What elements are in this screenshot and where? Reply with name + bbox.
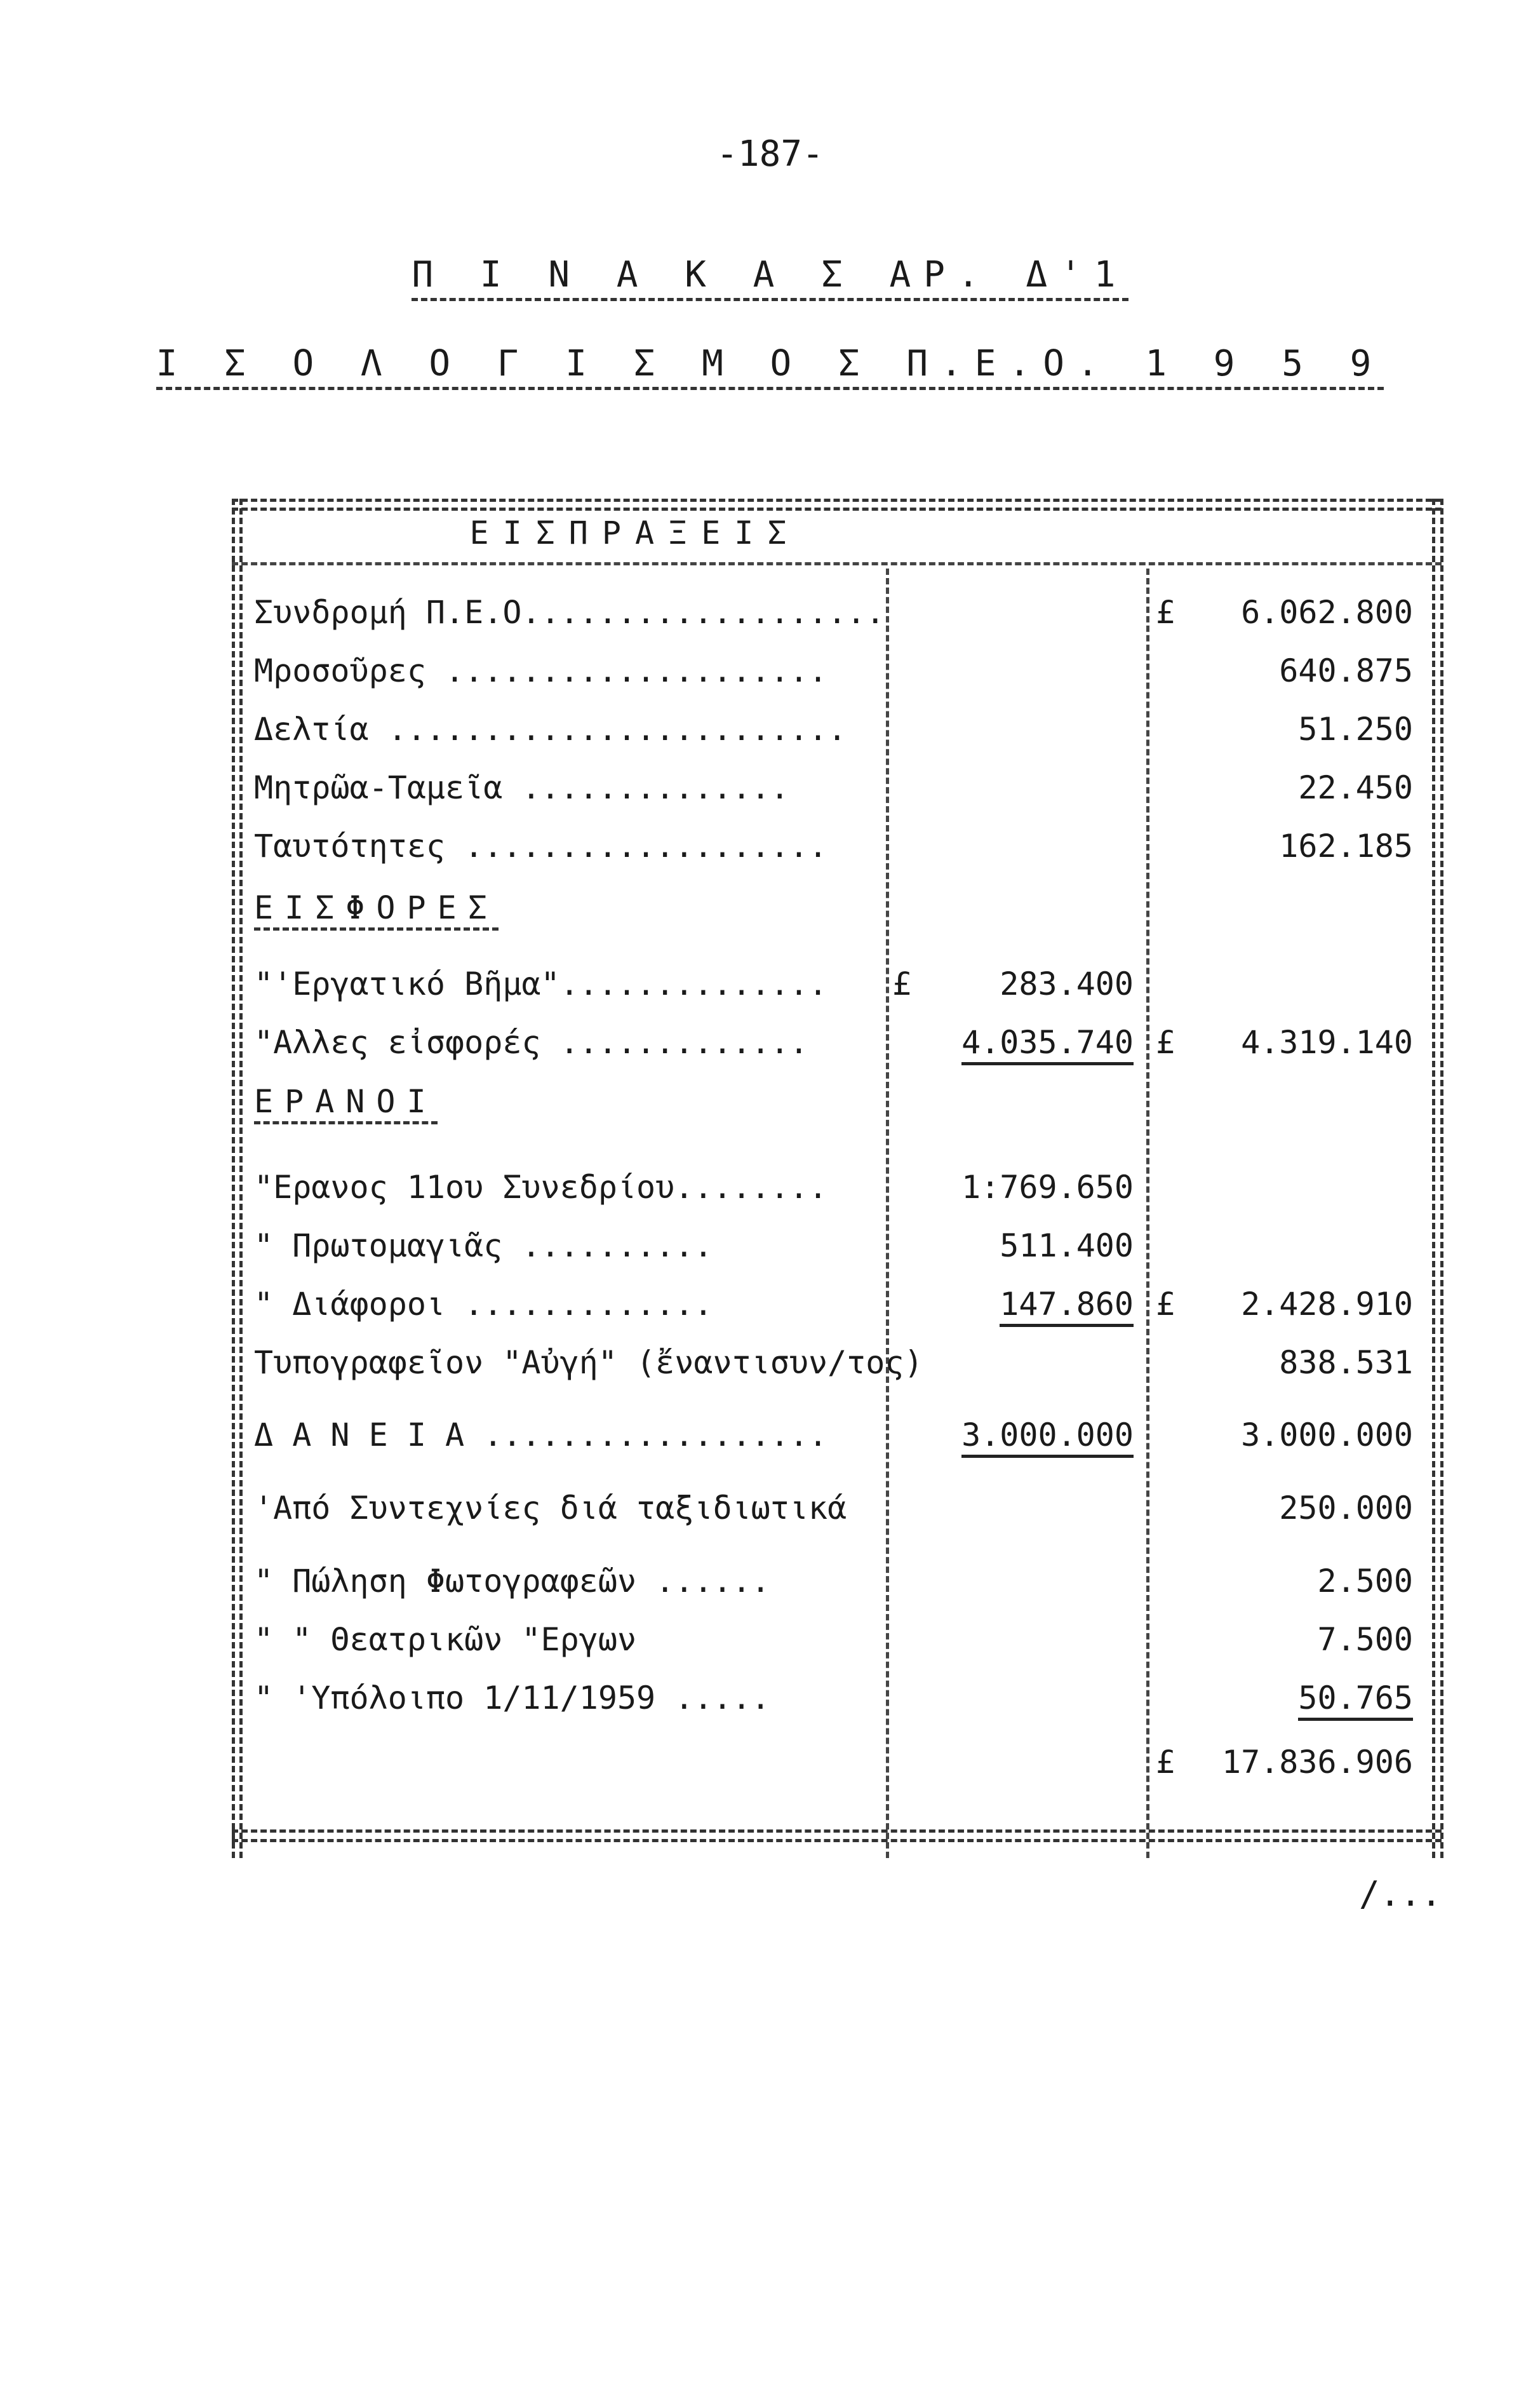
row-total: 4.319.140 [1241,1024,1413,1061]
table-subtitle-wrap [0,343,1540,384]
row-label: " Πώληση Φωτογραφεῶν ...... [254,1563,770,1600]
frame-top-line-2 [232,508,1442,511]
row-label: " Διάφοροι ............. [254,1286,713,1323]
section-heading-eranoi: ΕΡΑΝΟΙ [254,1083,438,1124]
frame-bottom-line [232,1829,1442,1833]
row-total: 838.531 [1279,1344,1413,1381]
row-label: Ταυτότητες ................... [254,828,828,865]
column-divider-2 [1146,569,1149,1858]
row-label: 'Από Συντεχνίες διά ταξιδιωτικά [254,1490,847,1526]
page-number: -187- [716,133,824,175]
grand-total: 17.836.906 [1221,1744,1413,1781]
header-divider [232,562,1442,565]
column-header: ΕΙΣΠΡΑΞΕΙΣ [469,515,801,551]
column-divider-1 [886,569,889,1858]
row-total: 6.062.800 [1241,594,1413,631]
row-label: Συνδρομή Π.Ε.Ο................... [254,594,885,631]
row-total: 640.875 [1279,652,1413,689]
currency-symbol: £ [1156,1286,1175,1323]
currency-symbol: £ [892,966,912,1002]
balance-table [232,499,1442,1858]
frame-top-line [232,499,1442,502]
row-label: "Αλλες εἰσφορές ............. [254,1024,808,1061]
row-total-wrap [1298,1680,1413,1716]
row-total: 3.000.000 [1241,1417,1413,1453]
table-title-wrap [0,254,1540,295]
row-amount-wrap [1000,1286,1134,1323]
frame-left-line-2 [239,499,243,1858]
row-amount: 3.000.000 [961,1417,1134,1458]
row-total: 162.185 [1279,828,1413,865]
row-label: " 'Υπόλοιπο 1/11/1959 ..... [254,1680,770,1716]
row-label: "Ερανος 11ου Συνεδρίου........ [254,1169,828,1206]
row-amount: 283.400 [1000,966,1134,1002]
section-heading-wrap [254,1083,438,1120]
frame-bottom-line-2 [232,1839,1442,1842]
row-total: 7.500 [1317,1621,1413,1658]
currency-symbol: £ [1156,1024,1175,1061]
section-heading-eisfores: ΕΙΣΦΟΡΕΣ [254,889,499,931]
row-total: 2.500 [1317,1563,1413,1600]
row-label: Μητρῶα-Ταμεῖα .............. [254,769,789,806]
row-total: 51.250 [1298,711,1413,748]
row-label: Μροσοῦρες .................... [254,652,828,689]
row-label: " " Θεατρικῶν "Εργων [254,1621,637,1658]
frame-right-line-2 [1440,499,1443,1858]
row-total: 2.428.910 [1241,1286,1413,1323]
row-total: 22.450 [1298,769,1413,806]
row-total: 50.765 [1298,1680,1413,1721]
row-amount: 4.035.740 [961,1024,1134,1065]
row-label: " Πρωτομαγιᾶς .......... [254,1227,713,1264]
row-total: 250.000 [1279,1490,1413,1526]
frame-left-line [232,499,235,1858]
row-amount-wrap [961,1417,1134,1453]
section-heading-wrap [254,889,499,926]
currency-symbol: £ [1156,594,1175,631]
row-label: Δ Α Ν Ε Ι Α .................. [254,1417,828,1453]
row-label: "'Εργατικό Βῆμα".............. [254,966,828,1002]
row-amount: 1:769.650 [961,1169,1134,1206]
continuation-mark: /... [1359,1874,1442,1914]
row-amount-wrap [961,1024,1134,1061]
frame-right-line [1432,499,1435,1858]
table-subtitle: Ι Σ Ο Λ Ο Γ Ι Σ Μ Ο Σ Π.Ε.Ο. 1 9 5 9 [156,343,1384,390]
row-amount: 511.400 [1000,1227,1134,1264]
row-label: Δελτία ........................ [254,711,847,748]
currency-symbol: £ [1156,1744,1175,1781]
row-amount: 147.860 [1000,1286,1134,1327]
table-title: Π Ι Ν Α Κ Α Σ ΑΡ. Δ'1 [412,254,1128,301]
row-label: Τυπογραφεῖον "Αὐγή" (ἔναντισυν/τος) [254,1344,923,1381]
